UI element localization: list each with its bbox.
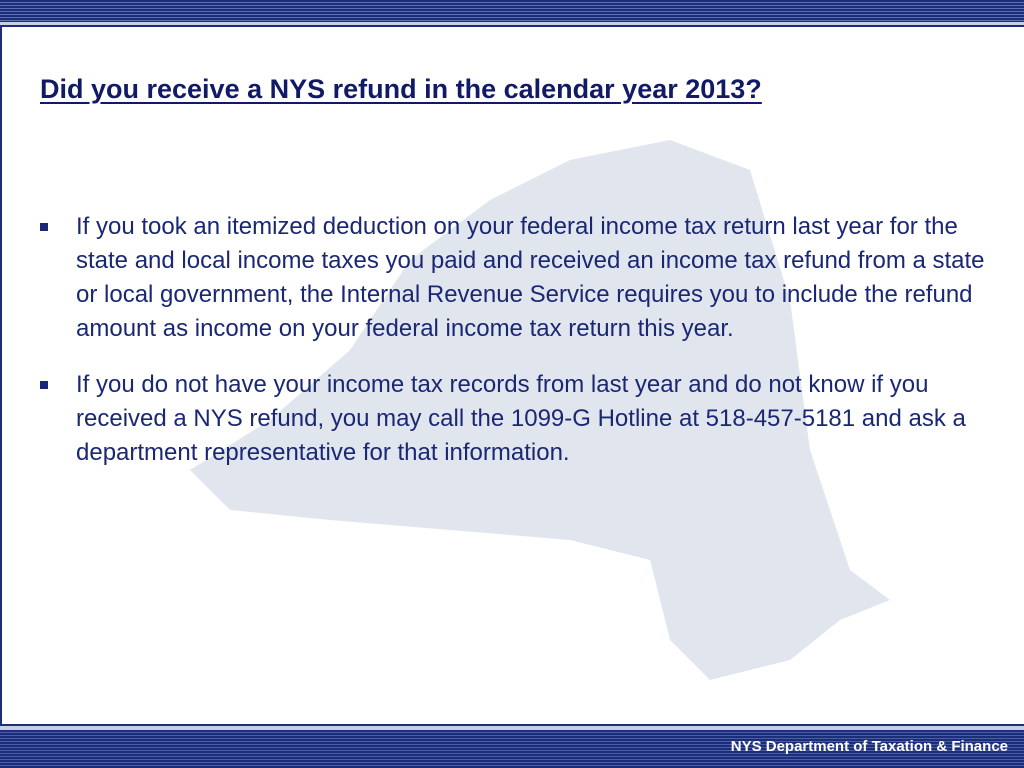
top-divider bbox=[0, 22, 1024, 27]
left-border bbox=[0, 25, 2, 725]
square-bullet-icon bbox=[40, 223, 48, 231]
slide-title: Did you receive a NYS refund in the calendar year 2013? bbox=[40, 74, 762, 104]
bullet-text: If you do not have your income tax records from last year and do not know if you received a NYS refund, you may call the 1099-G Hotline at 518-457-5181 and ask a department representative for that information. bbox=[76, 371, 966, 466]
bullet-item bbox=[40, 368, 985, 470]
square-bullet-icon bbox=[40, 381, 48, 389]
footer-organization: NYS Department of Taxation & Finance bbox=[730, 738, 1008, 755]
bullet-list bbox=[40, 210, 985, 492]
top-banner bbox=[0, 0, 1024, 22]
bullet-item bbox=[40, 210, 985, 346]
bullet-text: If you took an itemized deduction on your federal income tax return last year for the state and local income taxes you paid and received an income tax refund from a state or local government, the Internal Revenue Service requires you to include the refund amount as income on your federal income tax return this year. bbox=[76, 213, 985, 342]
